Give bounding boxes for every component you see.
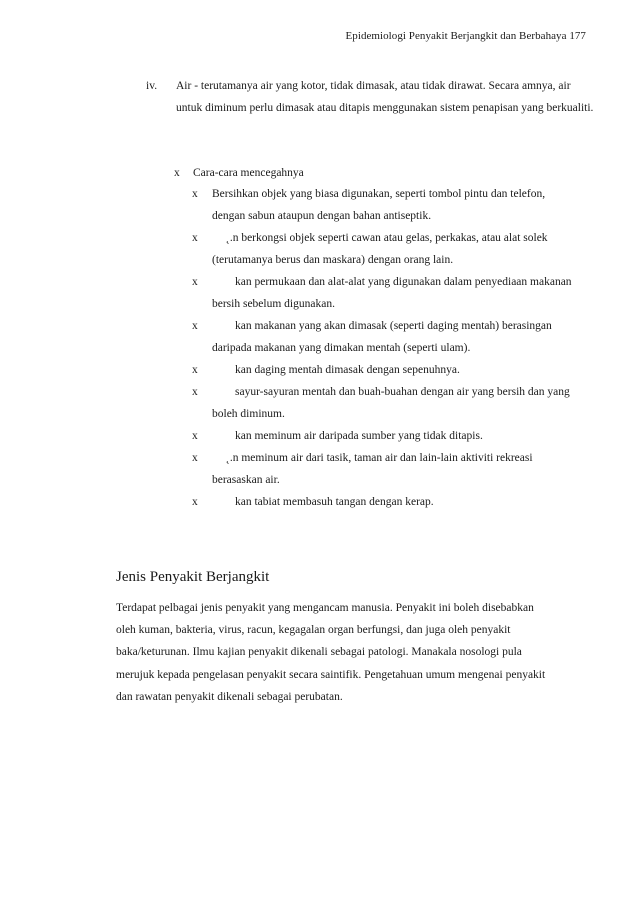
bullet-marker: x [192,188,198,200]
prevention-item-text: Bersihkan objek yang biasa digunakan, seperti tombol pintu dan telefon, dengan sabun ataupun dengan bahan antiseptik. [212,188,546,222]
list-marker: iv. [146,80,158,92]
prevention-item [192,315,572,359]
bullet-marker: x [174,167,180,179]
bullet-marker: x [192,452,198,464]
prevention-item [192,271,572,315]
prevention-item-text: sayur-sayuran mentah dan buah-buahan dengan air yang bersih dan yang boleh diminum. [212,386,570,420]
section-heading: Jenis Penyakit Berjangkit [116,569,270,585]
bullet-marker: x [192,276,198,288]
bullet-marker: x [192,320,198,332]
prevention-item-text: kan daging mentah dimasak dengan sepenuhnya. [235,364,460,376]
prevention-item [192,491,572,513]
prevention-list [192,183,572,513]
prevention-item [192,227,572,271]
bullet-marker: x [192,232,198,244]
prevention-item-text: ˛.n berkongsi objek seperti cawan atau gelas, perkakas, atau alat solek (terutamanya berus dan maskara) dengan orang lain. [212,232,548,266]
prevention-item-text: kan tabiat membasuh tangan dengan kerap. [235,496,434,508]
prevention-item-text: ˛.n meminum air dari tasik, taman air dan lain-lain aktiviti rekreasi berasaskan air. [212,452,533,486]
prevention-item [192,447,572,491]
section-paragraph: Terdapat pelbagai jenis penyakit yang mengancam manusia. Penyakit ini boleh disebabkan oleh kuman, bakteria, virus, racun, kegagalan organ berfungsi, dan juga oleh penyakit baka/keturunan. Ilmu kajian penyakit dikenali sebagai patologi. Manakala nosologi pula merujuk kepada pengelasan penyakit secara saintifik. Pengetahuan umum mengenai penyakit dan rawatan penyakit dikenali sebagai perubatan. [116,602,546,703]
prevention-label: Cara-cara mencegahnya [193,167,304,179]
prevention-item-text: kan makanan yang akan dimasak (seperti daging mentah) berasingan daripada makanan yang dimakan mentah (seperti ulam). [212,320,552,354]
bullet-marker: x [192,496,198,508]
bullet-marker: x [192,430,198,442]
prevention-item-text: kan meminum air daripada sumber yang tidak ditapis. [235,430,483,442]
running-header: Epidemiologi Penyakit Berjangkit dan Berbahaya 177 [345,30,586,42]
prevention-heading [174,162,304,184]
prevention-item [192,359,572,381]
prevention-item [192,183,572,227]
bullet-marker: x [192,386,198,398]
prevention-item [192,425,572,447]
prevention-item-text: kan permukaan dan alat-alat yang digunakan dalam penyediaan makanan bersih sebelum digunakan. [212,276,572,310]
bullet-marker: x [192,364,198,376]
list-item-iv [146,75,596,119]
prevention-item [192,381,572,425]
list-item-text: Air - terutamanya air yang kotor, tidak dimasak, atau tidak dirawat. Secara amnya, air untuk diminum perlu dimasak atau ditapis menggunakan sistem penapisan yang berkualiti. [176,80,594,114]
